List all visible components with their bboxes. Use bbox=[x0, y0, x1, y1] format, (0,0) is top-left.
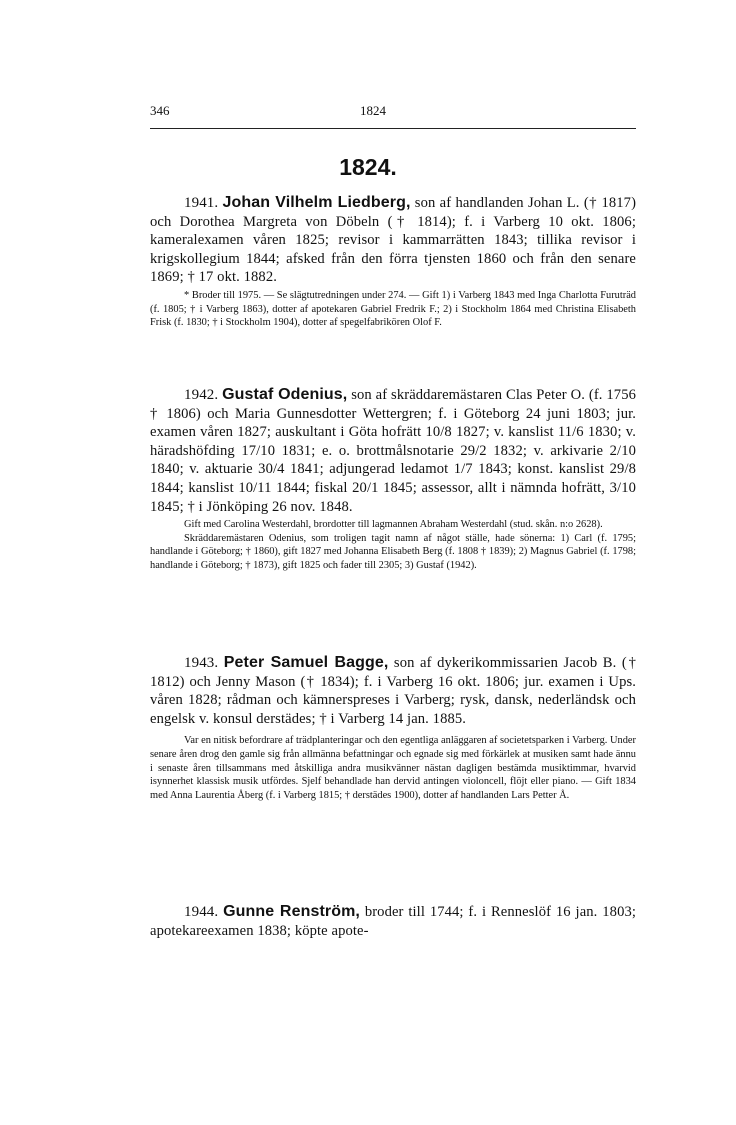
entry-note: Var en nitisk befordrare af trädplanteringar och den egentliga anläggaren af societetsparken i Varberg. Under senare åren drog den gamle sig från allmänna befattningar och egnade sig med förkärlek at musiken samt hade ännu i senaste åren tillsammans med åtskilliga andra musikvänner nästan dagligen bestämda musiktimmar, hvarvid isynnerhet klassisk musik utfördes. Sjelf behandlade han dervid antingen violoncell, flöjt eller piano. — Gift 1834 med Anna Laurentia Åberg (f. i Varberg 1815; † derstädes 1900), dotter af handlanden Lars Petter Å. bbox=[150, 735, 636, 801]
entry-note: * Broder till 1975. — Se slägtutredningen under 274. — Gift 1) i Varberg 1843 med Inga Charlotta Furuträd (f. 1805; † i Varberg 1863), dotter af apotekaren Gabriel Fredrik F.; 2) i Stockholm 1864 med Christina Elisabeth Frisk (f. 1830; † i Stockholm 1904), dotter af spegelfabrikören Olof F. bbox=[150, 289, 636, 329]
entry-text bbox=[150, 194, 636, 287]
entry-1944 bbox=[150, 903, 636, 940]
entry-number: 1941. bbox=[184, 195, 219, 211]
entry-1943 bbox=[150, 654, 636, 802]
year-title: 1824. bbox=[339, 154, 397, 180]
entry-name: Gunne Renström, bbox=[223, 903, 360, 920]
entry-body: son af skräddaremästaren Clas Peter O. (f. 1756 † 1806) och Maria Gunnesdotter Wettergren; f. i Göteborg 24 juni 1803; jur. examen våren 1827; auskultant i Göta hofrätt 10/8 1827; v. kanslist 11/6 1830; v. häradshöfding 17/10 1831; e. o. brottmålsnotarie 29/2 1832; v. arkivarie 2/10 1840; v. aktuarie 30/4 1841; adjungerad ledamot 1/7 1843; konst. kanslist 29/8 1844; kanslist 10/11 1844; fiskal 20/1 1845; assessor, allt i nämnda hofrätt, 3/10 1845; † i Jönköping 26 nov. 1848. bbox=[150, 387, 636, 515]
entry-body: son af handlanden Johan L. († 1817) och Dorothea Margreta von Döbeln († 1814); f. i Varberg 10 okt. 1806; kameralexamen våren 1825; revisor i kammarrätten 1843; tillika revisor i krigskollegium 1844; afsked från den förra tjensten 1860 och från den senare 1869; † 17 okt. 1882. bbox=[150, 195, 637, 286]
entry-note: Gift med Carolina Westerdahl, brordotter till lagmannen Abraham Westerdahl (stud. skån. n:o 2628). bbox=[184, 519, 603, 531]
entry-name: Gustaf Odenius, bbox=[222, 386, 348, 403]
entry-name: Peter Samuel Bagge, bbox=[223, 654, 389, 671]
entry-body: broder till 1744; f. i Renneslöf 16 jan. 1803; apotekareexamen 1838; köpte apote- bbox=[150, 904, 637, 939]
entry-name: Johan Vilhelm Liedberg, bbox=[222, 194, 411, 211]
entry-note: Skräddaremästaren Odenius, som troligen tagit namn af något ställe, hade sönerna: 1) Carl (f. 1795; handlande i Göteborg; † 1860), gift 1827 med Johanna Elisabeth Berg (f. 1808 † 1839); 2) Magnus Gabriel (f. 1798; handlande i Göteborg; † 1873), gift 1825 och fader till 2305; 3) Gustaf (1942). bbox=[150, 532, 636, 571]
entry-number: 1944. bbox=[184, 904, 219, 920]
entry-body: son af dykerikommissarien Jacob B. († 1812) och Jenny Mason († 1834); f. i Varberg 16 okt. 1806; jur. examen i Ups. våren 1828; rådman och kämnerspreses i Varberg; rysk, dansk, nederländsk och engelsk v. konsul derstädes; † i Varberg 14 jan. 1885. bbox=[150, 655, 637, 727]
entry-text bbox=[150, 386, 636, 516]
entry-number: 1943. bbox=[184, 655, 219, 671]
page-number: 346 bbox=[150, 103, 170, 118]
entry-1941 bbox=[150, 194, 636, 330]
running-head: 1824 bbox=[360, 103, 386, 118]
entry-number: 1942. bbox=[184, 387, 219, 403]
header-rule bbox=[150, 128, 636, 129]
entry-1942 bbox=[150, 386, 636, 573]
entry-text bbox=[150, 654, 636, 728]
entry-text bbox=[150, 903, 636, 940]
